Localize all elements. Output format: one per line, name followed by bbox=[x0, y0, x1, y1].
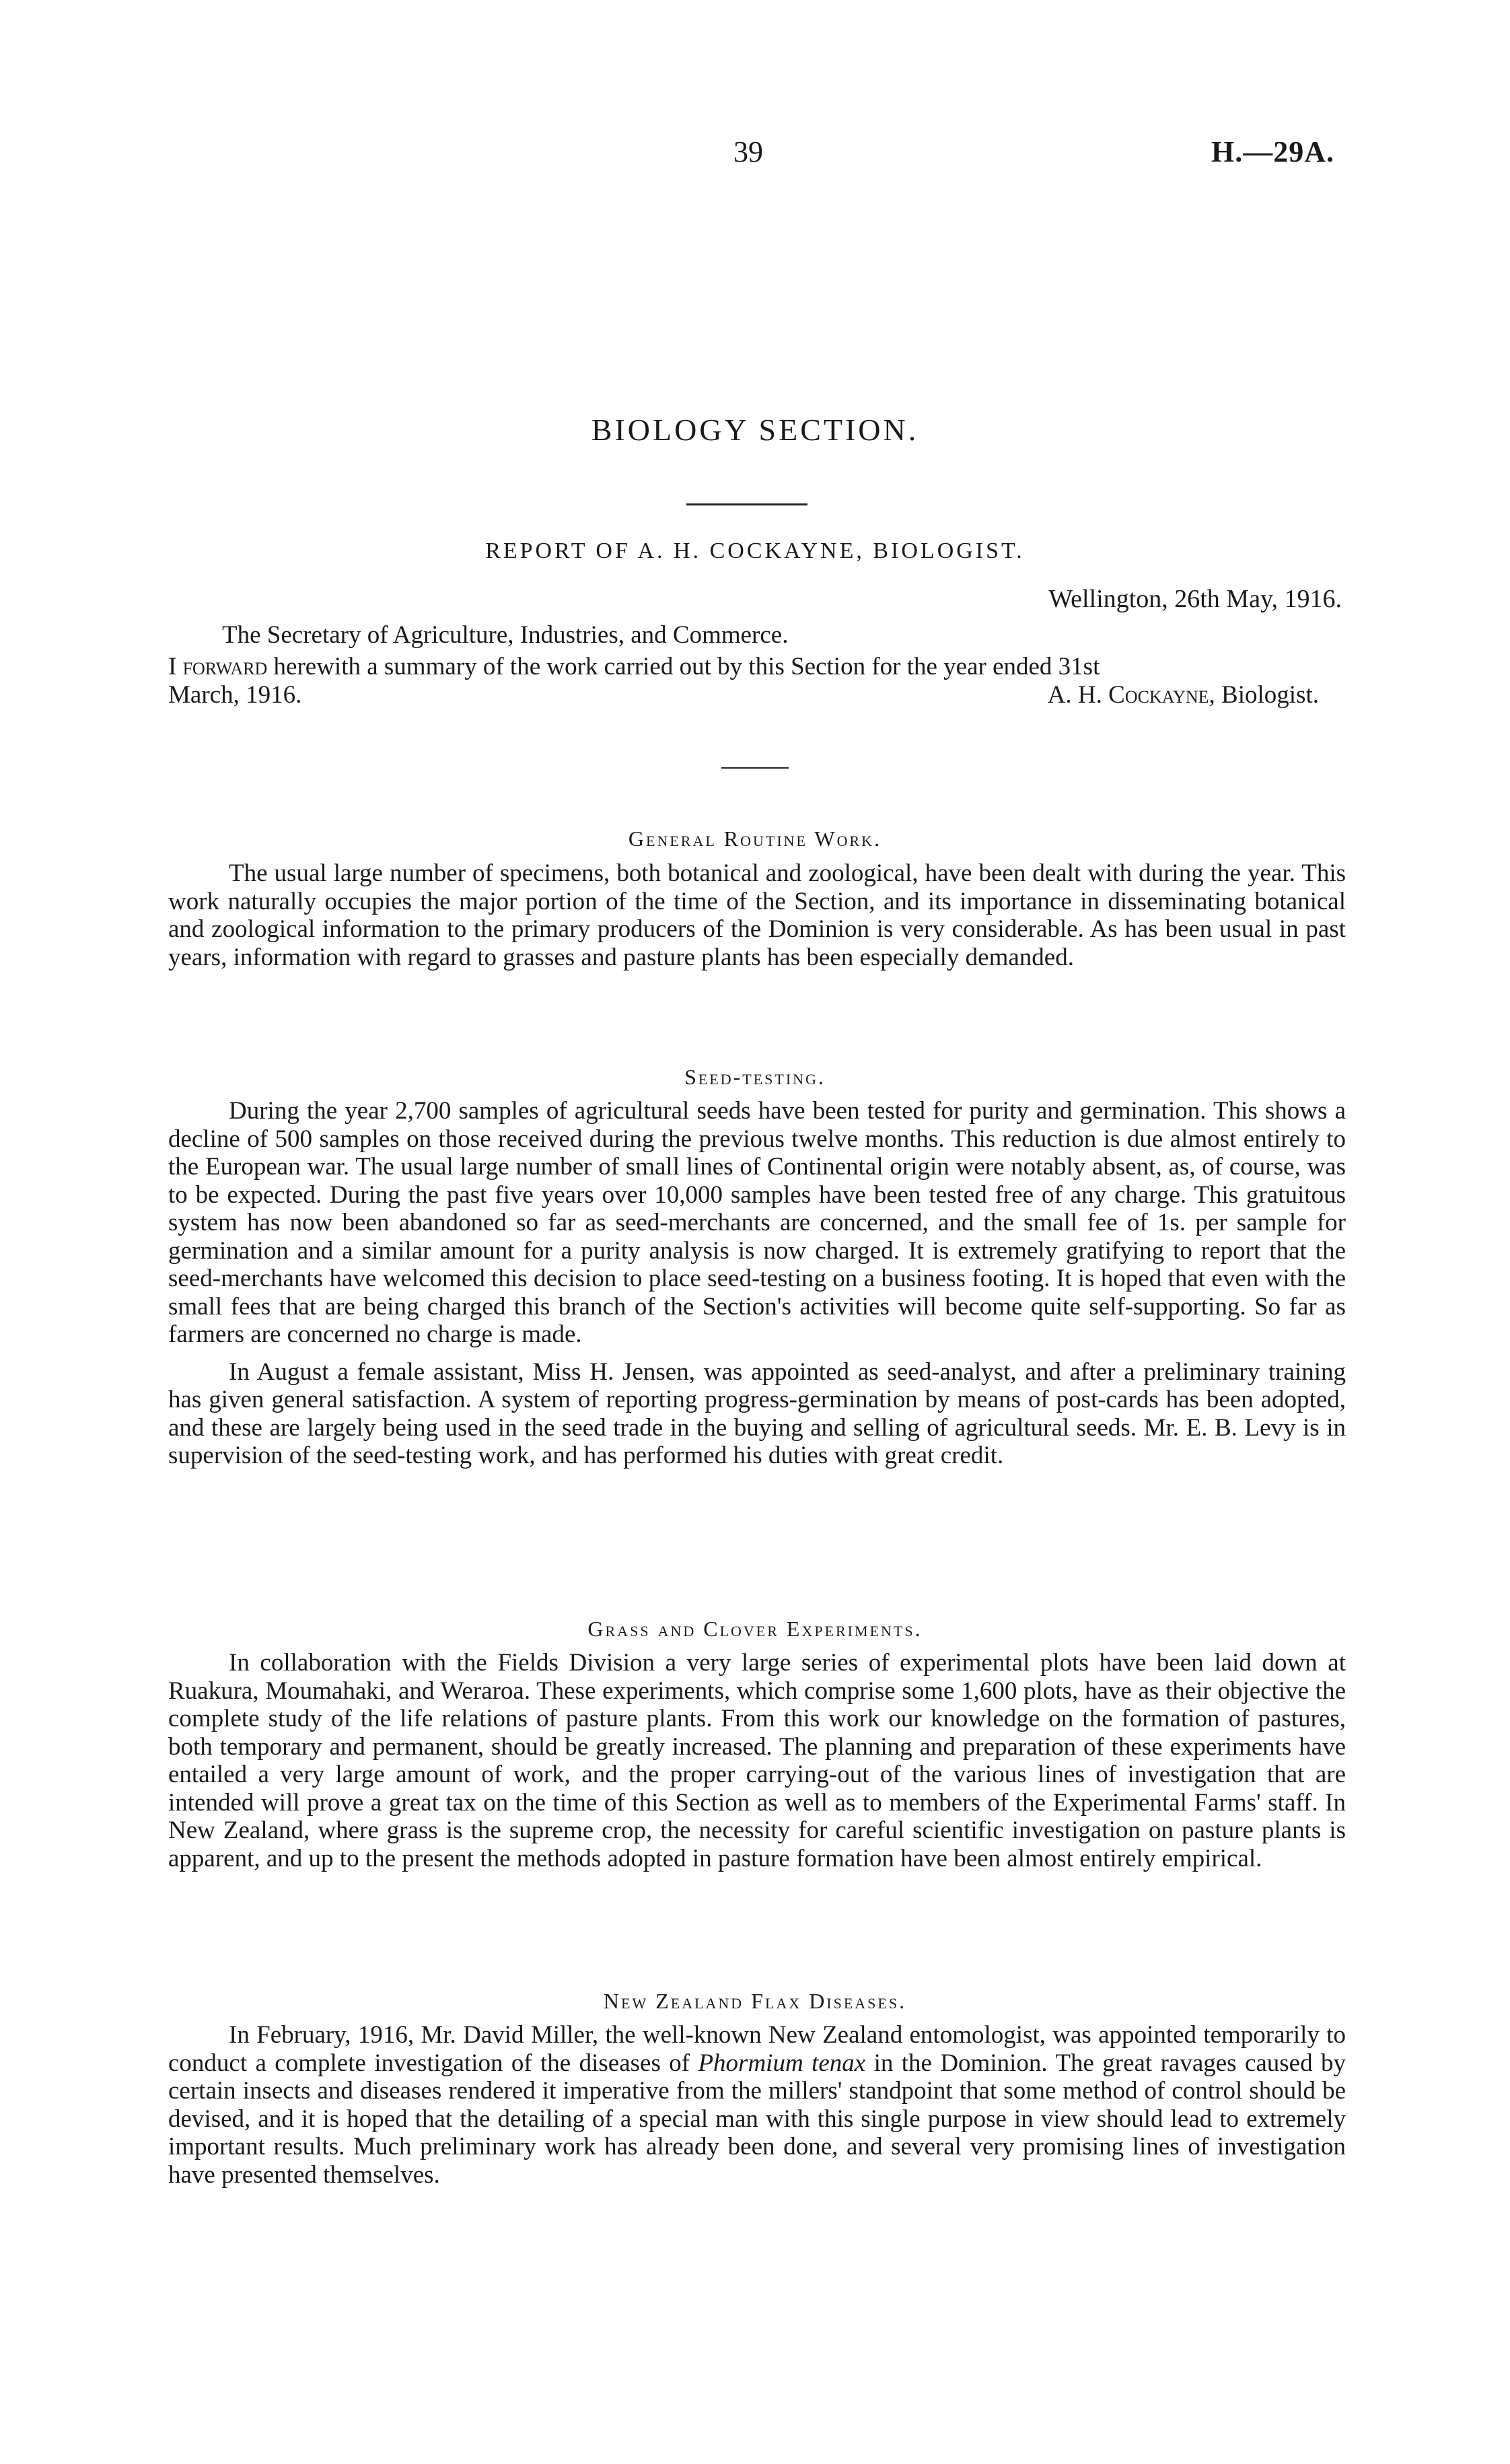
paragraph-text: in the Dominion. The great ravages caused by certain insects and diseases rendered it imperative from the millers' standpoint that some method of control should be devised, and it is hoped that the detailing of a special man with this single purpose in view should lead to extremely important results. Much preliminary work has already been done, and several very promising lines of investigation have presented themselves. bbox=[168, 2049, 1346, 2189]
opening-rest: herewith a summary of the work carried out by this Section for the year ended 31st bbox=[267, 653, 1100, 680]
dateline: Wellington, 26th May, 1916. bbox=[1048, 585, 1342, 613]
page-number: 39 bbox=[733, 135, 763, 168]
title-divider bbox=[686, 503, 807, 505]
heading-seed-testing: Seed-testing. bbox=[684, 1065, 826, 1089]
paragraph bbox=[168, 2021, 1346, 2189]
signature-title: Biologist. bbox=[1215, 680, 1319, 709]
heading-general-routine-work: General Routine Work. bbox=[628, 826, 882, 851]
section-seed-testing bbox=[168, 1097, 1346, 1470]
opening-line bbox=[168, 653, 1346, 681]
paragraph: In August a female assistant, Miss H. Jensen, was appointed as seed-analyst, and after a preliminary training has given general satisfaction. A system of reporting progress-germination by means of post-cards has been adopted, and these are largely being used in the seed trade in the buying and selling of agricultural seeds. Mr. E. B. Levy is in supervision of the seed-testing work, and has performed his duties with great credit. bbox=[168, 1358, 1346, 1469]
document-reference: H.—29A. bbox=[1211, 135, 1334, 168]
paragraph-text: In February, 1916, Mr. David Miller, the well-known New Zealand entomologist, was appointed temporarily to conduct a complete investigation of the diseases of bbox=[168, 2021, 1346, 2077]
report-heading: REPORT OF A. H. COCKAYNE, BIOLOGIST. bbox=[485, 538, 1025, 563]
paragraph: During the year 2,700 samples of agricultural seeds have been tested for purity and germination. This shows a decline of 500 samples on those received during the previous twelve months. This reduction is due almost entirely to the European war. The usual large number of small lines of Continental origin were notably absent, as, of course, was to be expected. During the past five years over 10,000 samples have been tested free of any charge. This gratuitous system has now been abandoned so far as seed-merchants are concerned, and the small fee of 1s. per sample for germination and a similar amount for a purity analysis is now charged. It is extremely gratifying to report that the seed-merchants have welcomed this decision to place seed-testing on a business footing. It is hoped that even with the small fees that are being charged this branch of the Section's activities will become quite self-supporting. So far as farmers are concerned no charge is made. bbox=[168, 1097, 1346, 1348]
signature bbox=[1048, 681, 1346, 709]
report-divider bbox=[721, 767, 789, 769]
section-general-routine-work bbox=[168, 859, 1346, 971]
section-title: BIOLOGY SECTION. bbox=[591, 413, 919, 447]
opening-line-2: March, 1916. bbox=[168, 680, 302, 709]
signature-name: A. H. Cockayne, bbox=[1047, 680, 1215, 709]
opening-smallcaps: I forward bbox=[168, 653, 268, 680]
paragraph: In collaboration with the Fields Division a very large series of experimental plots have been laid down at Ruakura, Moumahaki, and Weraroa. These experiments, which comprise some 1,600 plots, have as their objective the complete study of the life relations of pasture plants. From this work our knowledge on the formation of pastures, both temporary and permanent, should be greatly increased. The planning and preparation of these experiments have entailed a very large amount of work, and the proper carrying-out of the various lines of investigation that are intended will prove a great tax on the time of this Section as well as to members of the Experimental Farms' staff. In New Zealand, where grass is the supreme crop, the necessity for careful scientific investigation on pasture plants is apparent, and up to the present the methods adopted in pasture formation have been almost entirely empirical. bbox=[168, 1649, 1346, 1872]
salutation: The Secretary of Agriculture, Industries, and Commerce. bbox=[222, 621, 789, 649]
section-grass-and-clover bbox=[168, 1649, 1346, 1872]
paragraph: The usual large number of specimens, both botanical and zoological, have been dealt with during the year. This work naturally occupies the major portion of the time of the Section, and its importance in disseminating botanical and zoological information to the primary producers of the Dominion is very considerable. As has been usual in past years, information with regard to grasses and pasture plants has been especially demanded. bbox=[168, 859, 1346, 971]
opening-statement bbox=[168, 653, 1346, 709]
species-name: Phormium tenax bbox=[698, 2049, 866, 2077]
heading-nz-flax-diseases: New Zealand Flax Diseases. bbox=[603, 1989, 907, 2013]
signature-row bbox=[168, 681, 1346, 709]
section-nz-flax-diseases bbox=[168, 2021, 1346, 2189]
heading-grass-and-clover-experiments: Grass and Clover Experiments. bbox=[587, 1617, 923, 1641]
